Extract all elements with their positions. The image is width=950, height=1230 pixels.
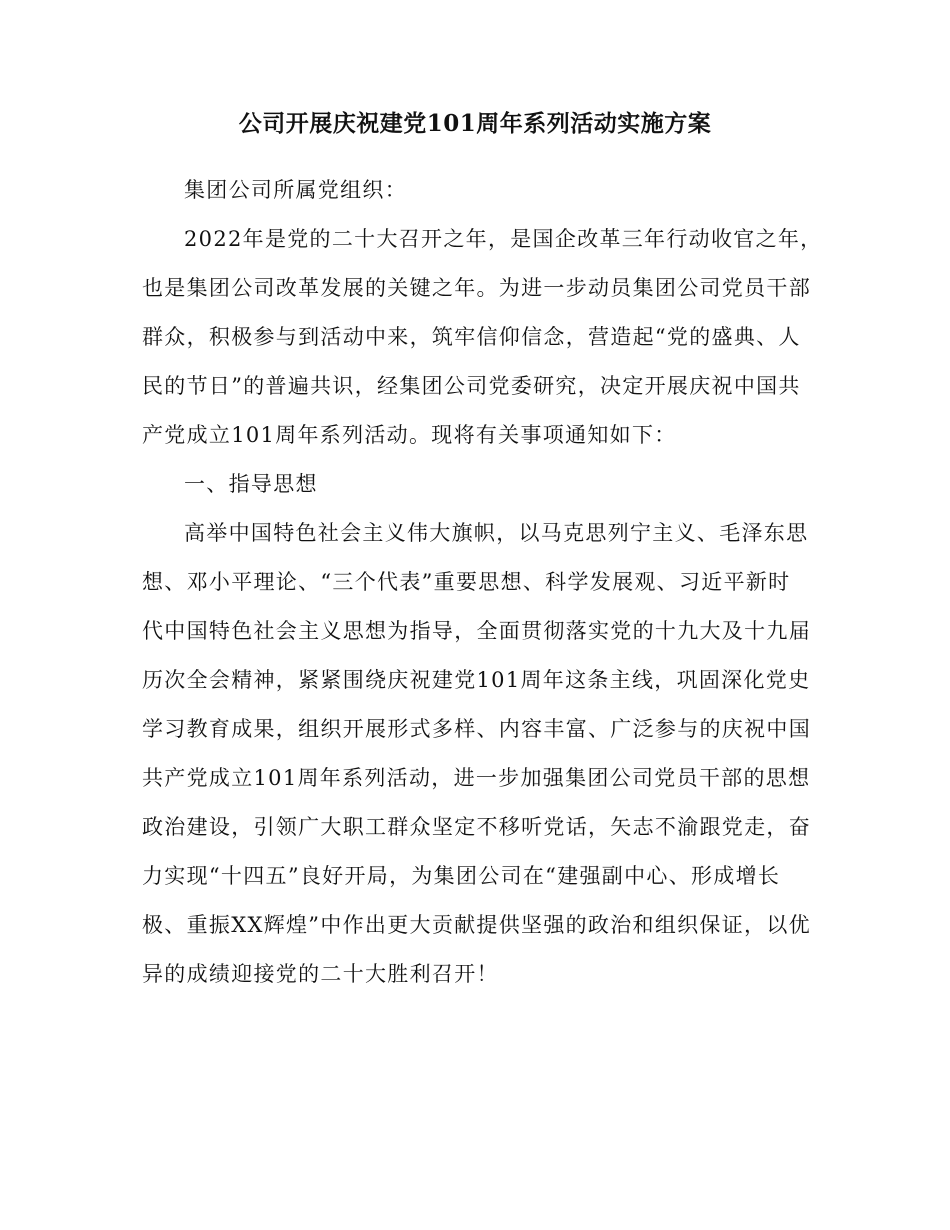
document-body — [142, 166, 823, 999]
paragraph-line: 历次全会精神，紧紧围绕庆祝建党101周年这条主线，巩固深化党史 — [142, 668, 811, 692]
paragraph-line: 民的节日”的普遍共识，经集团公司党委研究，决定开展庆祝中国共 — [142, 374, 801, 398]
paragraph-line: 想、邓小平理论、“三个代表”重要思想、科学发展观、习近平新时 — [142, 570, 791, 594]
document-title: 公司开展庆祝建党101周年系列活动实施方案 — [238, 110, 712, 137]
salutation-line: 集团公司所属党组织： — [184, 178, 407, 202]
paragraph-line: 力实现“十四五”良好开局，为集团公司在“建强副中心、形成增长 — [142, 864, 781, 888]
paragraph-line: 2022年是党的二十大召开之年，是国企改革三年行动收官之年， — [184, 227, 823, 251]
paragraph-line: 极、重振XX辉煌”中作出更大贡献提供坚强的政治和组织保证，以优 — [142, 913, 811, 937]
paragraph-line: 群众，积极参与到活动中来，筑牢信仰信念，营造起“党的盛典、人 — [142, 325, 801, 349]
section-heading: 一、指导思想 — [184, 472, 318, 496]
paragraph-line: 也是集团公司改革发展的关键之年。为进一步动员集团公司党员干部 — [142, 276, 811, 300]
paragraph-line: 政治建设，引领广大职工群众坚定不移听党话，矢志不渝跟党走，奋 — [142, 815, 811, 839]
paragraph-line: 学习教育成果，组织开展形式多样、内容丰富、广泛参与的庆祝中国 — [142, 717, 811, 741]
paragraph-line: 高举中国特色社会主义伟大旗帜，以马克思列宁主义、毛泽东思 — [184, 521, 809, 545]
paragraph-line: 共产党成立101周年系列活动，进一步加强集团公司党员干部的思想 — [142, 766, 811, 790]
paragraph-line: 代中国特色社会主义思想为指导，全面贯彻落实党的十九大及十九届 — [142, 619, 811, 643]
paragraph-line: 异的成绩迎接党的二十大胜利召开！ — [142, 962, 499, 986]
paragraph-line: 产党成立101周年系列活动。现将有关事项通知如下： — [142, 423, 677, 447]
